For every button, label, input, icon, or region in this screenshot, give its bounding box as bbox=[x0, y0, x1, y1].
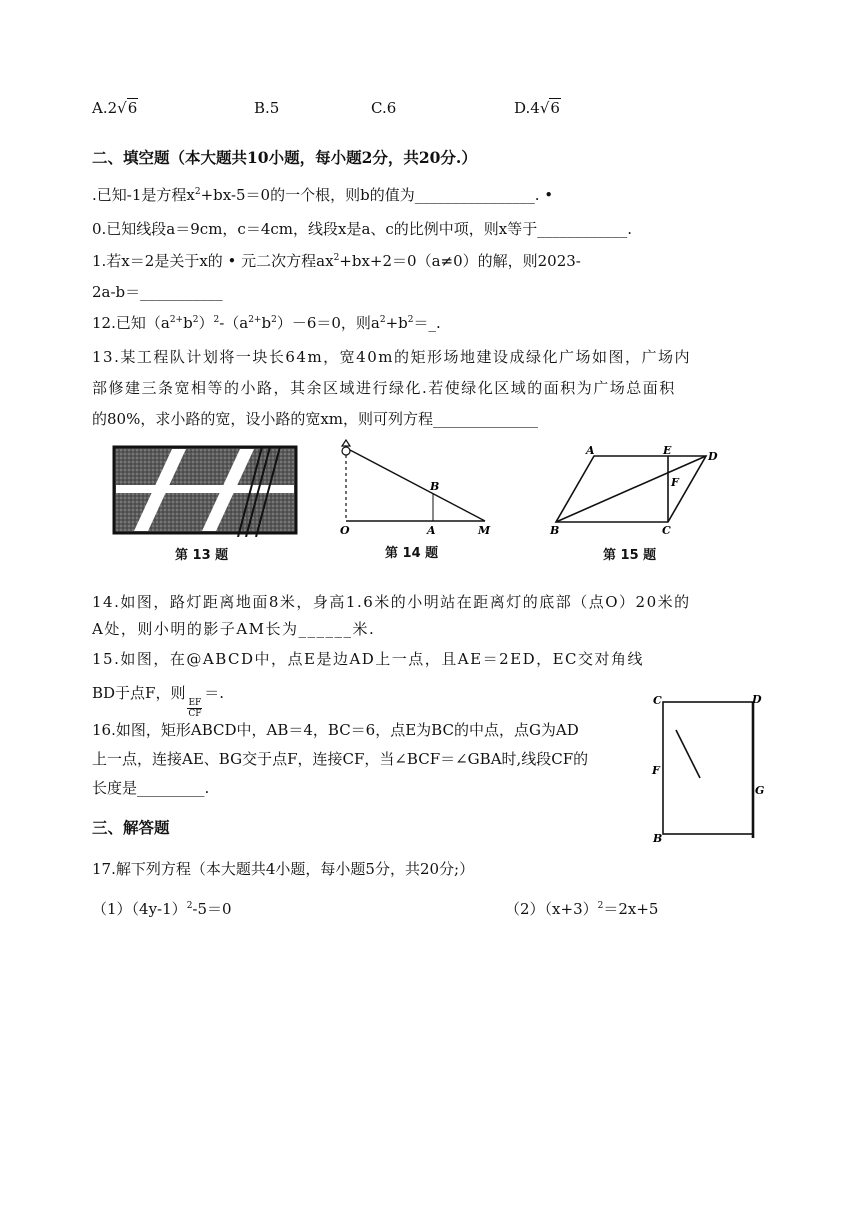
figure-14-caption: 第 14 题 bbox=[385, 546, 439, 561]
q11-part-a: 1.若x＝2是关于x的 • 元二次方程ax bbox=[92, 252, 334, 270]
option-a-prefix: A. bbox=[92, 99, 108, 117]
sqrt-symbol: √6 bbox=[117, 99, 138, 117]
q12-f: ）－6＝0，则a bbox=[276, 314, 380, 332]
q9-part-b: +bx-5＝0的一个根，则b的值为________________. bbox=[200, 186, 540, 204]
fig15-label-F: F bbox=[671, 476, 679, 489]
q17-p2-b: ＝2x+5 bbox=[603, 900, 659, 918]
q12-e4: 2+ bbox=[248, 315, 262, 325]
question-13-line2: 部修建三条宽相等的小路，其余区域进行绿化.若使绿化区域的面积为广场总面积 bbox=[92, 379, 676, 397]
figure-13-caption: 第 13 题 bbox=[175, 548, 229, 563]
question-14-line2: A处，则小明的影子AM长为______米. bbox=[92, 620, 376, 638]
q12-e7: 2 bbox=[407, 315, 414, 325]
option-d-radicand: 6 bbox=[550, 99, 560, 117]
q15-fraction bbox=[187, 698, 202, 719]
q12-e6: 2 bbox=[379, 315, 386, 325]
q11-part-b: +bx+2＝0（a≠0）的解，则2023- bbox=[339, 252, 581, 270]
q12-e1: 2+ bbox=[169, 315, 184, 325]
q12-h: ＝_. bbox=[413, 314, 441, 332]
fig15-label-A: A bbox=[586, 444, 595, 457]
question-17-part1 bbox=[92, 899, 232, 919]
q11-exp: 2 bbox=[333, 253, 340, 263]
q15-line2-b: ＝. bbox=[204, 684, 225, 702]
option-d-coef: 4 bbox=[530, 99, 540, 117]
figure-14 bbox=[335, 438, 505, 538]
q9-dot: • bbox=[544, 186, 554, 204]
q17-p1-a: （1）（4y-1） bbox=[92, 900, 187, 918]
fig14-label-O: O bbox=[340, 524, 350, 537]
question-15-line2 bbox=[92, 683, 224, 719]
question-16-line3: 长度是_________. bbox=[92, 779, 210, 797]
option-a bbox=[92, 98, 138, 118]
fig16-label-F: F bbox=[652, 764, 660, 777]
question-10: 0.已知线段a＝9cm，c＝4cm，线段x是a、c的比例中项，则x等于____________. bbox=[92, 220, 633, 238]
q15-line2-a: BD于点F，则 bbox=[92, 684, 186, 702]
q15-frac-num: EF bbox=[188, 698, 202, 708]
fig16-label-D: D bbox=[752, 693, 762, 706]
option-a-radicand: 6 bbox=[127, 99, 138, 117]
fig14-label-B: B bbox=[430, 480, 440, 493]
sqrt-symbol: √6 bbox=[539, 99, 560, 117]
q12-e: b bbox=[261, 314, 272, 332]
question-17-intro: 17.解下列方程（本大题共4小题，每小题5分，共20分;） bbox=[92, 860, 475, 878]
q17-p2-a: （2）（x+3） bbox=[505, 900, 598, 918]
option-c: C.6 bbox=[371, 99, 397, 117]
question-13-line3: 的80%，求小路的宽，设小路的宽xm，则可列方程______________ bbox=[92, 410, 539, 428]
fig15-label-C: C bbox=[662, 524, 671, 537]
q17-p2-exp: 2 bbox=[597, 901, 604, 911]
q17-p1-b: -5＝0 bbox=[192, 900, 232, 918]
question-15-line1: 15.如图，在@ABCD中，点E是边AD上一点，且AE＝2ED，EC交对角线 bbox=[92, 650, 645, 668]
question-12 bbox=[92, 313, 441, 333]
figure-13 bbox=[112, 445, 300, 537]
q12-d: -（a bbox=[219, 314, 249, 332]
q12-e2: 2 bbox=[192, 315, 199, 325]
q12-e3: 2 bbox=[213, 315, 220, 325]
option-a-coef: 2 bbox=[107, 99, 118, 117]
question-16-line1: 16.如图，矩形ABCD中，AB＝4，BC＝6，点E为BC的中点，点G为AD bbox=[92, 721, 579, 739]
figure-15-caption: 第 15 题 bbox=[603, 548, 657, 563]
q12-b: b bbox=[183, 314, 193, 332]
fig15-label-B: B bbox=[550, 524, 560, 537]
fig15-label-E: E bbox=[663, 444, 672, 457]
fig14-label-M: M bbox=[478, 524, 491, 537]
q12-a: 12.已知（a bbox=[92, 314, 170, 332]
question-16-line2: 上一点，连接AE、BG交于点F，连接CF，当∠BCF＝∠GBA时,线段CF的 bbox=[92, 750, 589, 768]
section-heading-solve: 三、解答题 bbox=[92, 818, 170, 837]
option-d-prefix: D. bbox=[514, 99, 531, 117]
q12-c: ） bbox=[198, 314, 214, 332]
question-17-part2 bbox=[505, 899, 658, 919]
question-9 bbox=[92, 185, 553, 205]
question-13-line1: 13.某工程队计划将一块长64m，宽40m的矩形场地建设成绿化广场如图，广场内 bbox=[92, 348, 691, 366]
question-14-line1: 14.如图，路灯距离地面8米，身高1.6米的小明站在距离灯的底部（点O）20米的 bbox=[92, 593, 691, 611]
question-11-line2: 2a-b＝___________ bbox=[92, 283, 223, 301]
q9-part-a: .已知-1是方程x bbox=[92, 186, 195, 204]
section-heading-fill-blank: 二、填空题（本大题共10小题，每小题2分，共20分.） bbox=[92, 148, 477, 167]
q9-exp: 2 bbox=[194, 187, 201, 197]
fig16-label-B: B bbox=[653, 832, 663, 845]
fig15-label-D: D bbox=[708, 450, 718, 463]
fig16-label-C: C bbox=[653, 694, 662, 707]
figure-16 bbox=[648, 690, 768, 846]
q17-p1-exp: 2 bbox=[186, 901, 193, 911]
fig16-label-G: G bbox=[755, 784, 765, 797]
figure-15 bbox=[548, 440, 728, 540]
option-b: B.5 bbox=[254, 99, 280, 117]
q12-e5: 2 bbox=[271, 315, 277, 325]
fig14-label-A: A bbox=[427, 524, 436, 537]
option-d bbox=[514, 98, 561, 118]
q12-g: +b bbox=[385, 314, 408, 332]
q15-frac-den: CF bbox=[188, 709, 202, 719]
question-11 bbox=[92, 251, 581, 271]
